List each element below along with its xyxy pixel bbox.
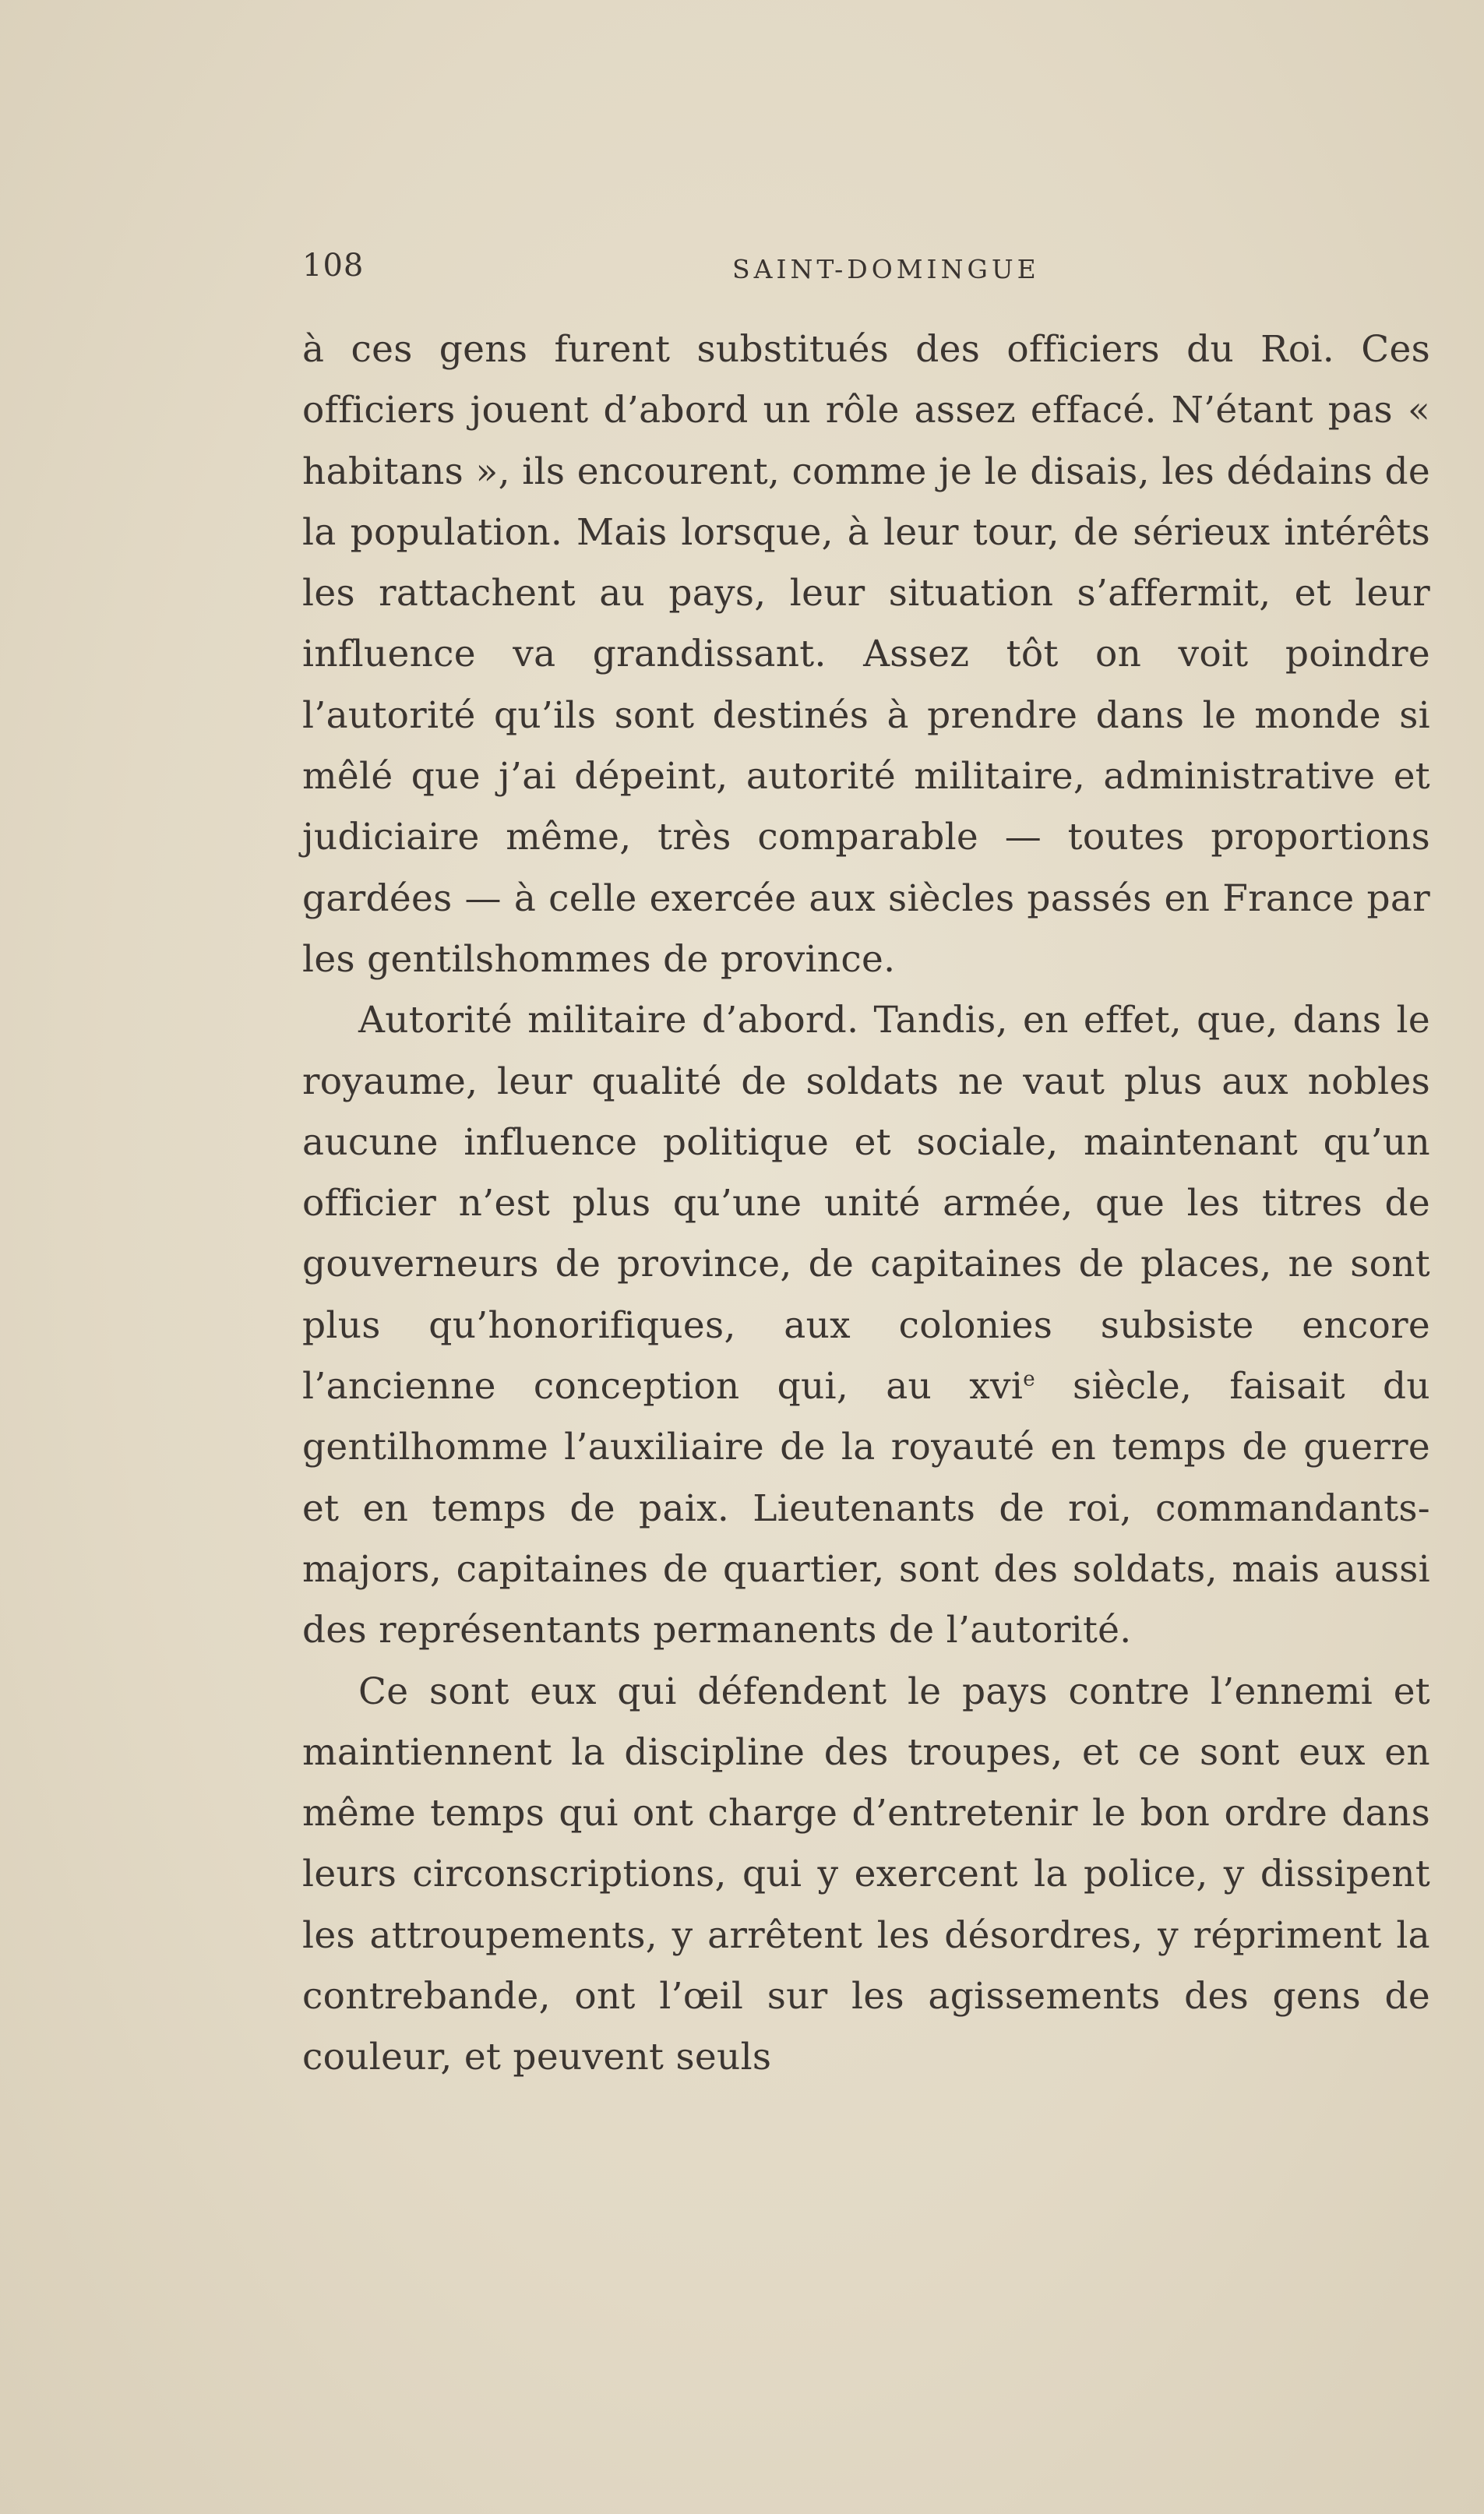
body-text — [302, 319, 1430, 2089]
paragraph-2-text-b: siècle, faisait du gentilhomme l’auxiliaire de la royauté en temps de guerre et en temps de paix. Lieutenants de roi, commandants-majors, capitaines de quartier, sont des soldats, mais aussi des représentants permanents de l’autorité. — [302, 1365, 1430, 1652]
running-title: SAINT-DOMINGUE — [732, 254, 1040, 284]
century-superscript: e — [1023, 1367, 1035, 1391]
paragraph-2 — [302, 990, 1430, 1661]
paragraph-1: à ces gens furent substitués des officiers du Roi. Ces officiers jouent d’abord un rôle assez effacé. N’étant pas « habitans », ils encourent, comme je le disais, les dédains de la population. Mais lorsque, à leur tour, de sérieux intérêts les rattachent au pays, leur situation s’affermit, et leur influence va grandissant. Assez tôt on voit poindre l’autorité qu’ils sont destinés à prendre dans le monde si mêlé que j’ai dépeint, autorité militaire, administrative et judiciaire même, très comparable — toutes proportions gardées — à celle exercée aux siècles passés en France par les gentilshommes de province. — [302, 328, 1430, 981]
paragraph-2-text-a: Autorité militaire d’abord. Tandis, en effet, que, dans le royaume, leur qualité de soldats ne vaut plus aux nobles aucune influence politique et sociale, maintenant qu’un officier n’est plus qu’une unité armée, que les titres de gouverneurs de province, de capitaines de places, ne sont plus qu’honorifiques, aux colonies subsiste encore l’ancienne conception qui, au xvi — [302, 999, 1430, 1409]
running-head — [302, 248, 1401, 294]
page-number: 108 — [302, 248, 365, 284]
paragraph-3: Ce sont eux qui défendent le pays contre l’ennemi et maintiennent la discipline des troupes, et ce sont eux en même temps qui ont charge d’entretenir le bon ordre dans leurs circonscriptions, qui y exercent la police, y dissipent les attroupements, y arrêtent les désordres, y répriment la contrebande, ont l’œil sur les agissements des gens de couleur, et peuvent seuls — [302, 1670, 1430, 2079]
